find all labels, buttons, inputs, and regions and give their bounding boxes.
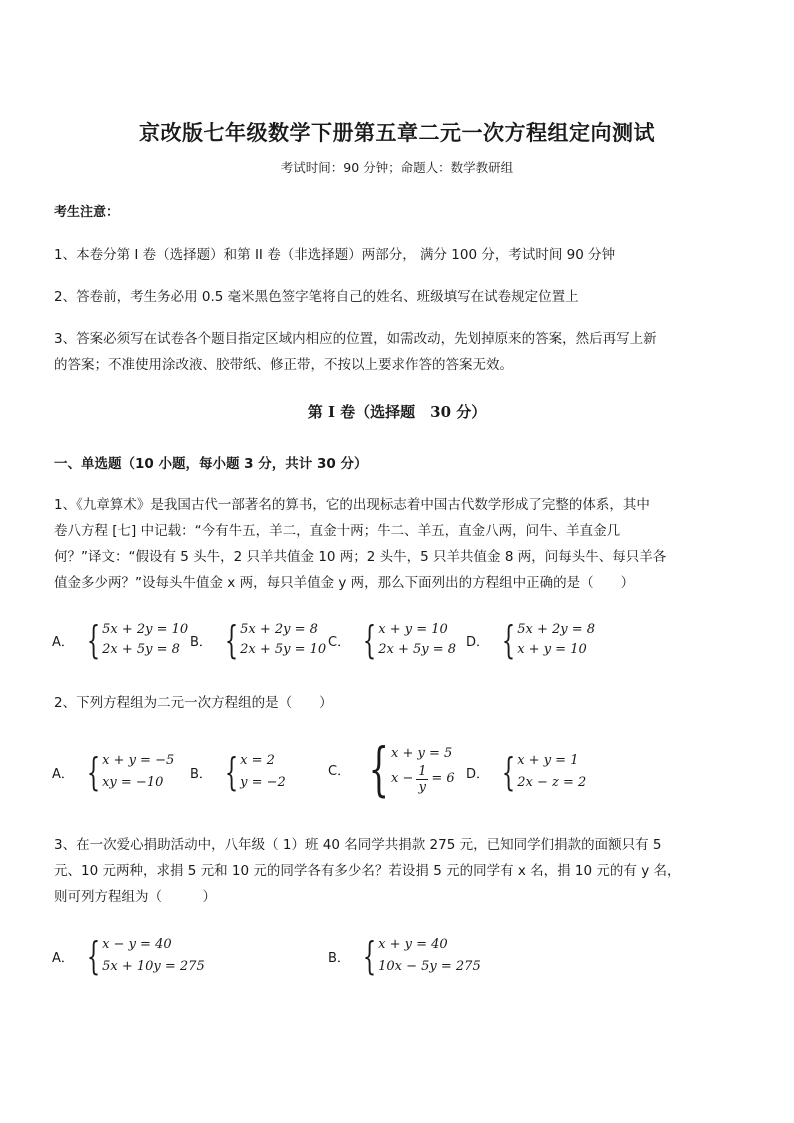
q1-stem-line-2: 卷八方程 [七] 中记载：“今有牛五，羊二，直金十两；牛二、羊五，直金八两，问牛、羊直金几	[54, 523, 621, 539]
q2-stem: 2、下列方程组为二元一次方程组的是（ ）	[54, 695, 333, 711]
equation-system	[352, 735, 455, 803]
option-label: A．	[52, 766, 74, 782]
notice-heading: 考生注意：	[54, 205, 120, 220]
equation: x + y = 40	[378, 937, 448, 952]
equation: x + y = 10	[517, 642, 587, 657]
q3-option-b[interactable]	[328, 934, 481, 978]
q1-option-c[interactable]	[328, 620, 456, 660]
equation: y = −2	[240, 775, 286, 790]
equation: x + y = −5	[102, 753, 175, 768]
notice-item-2: 2、答卷前，考生务必用 0.5 毫米黑色签字笔将自己的姓名、班级填写在试卷规定位置上	[54, 289, 579, 305]
option-label: C．	[328, 763, 351, 779]
brace-icon: {	[501, 618, 516, 662]
equation: x + y = 10	[378, 622, 448, 637]
fraction-denominator: y	[418, 779, 427, 795]
option-label: B．	[190, 634, 212, 650]
equation-system	[352, 934, 481, 978]
brace-icon: {	[501, 750, 516, 794]
equation-with-fraction	[391, 764, 455, 795]
equation: 5x + 10y = 275	[102, 959, 205, 974]
equation-system	[76, 934, 205, 978]
option-label: A．	[52, 634, 74, 650]
q3-stem-line-3: 则可列方程组为（ ）	[54, 889, 216, 905]
q1-stem-line-1: 1、《九章算术》是我国古代一部著名的算书，它的出现标志着中国古代数学形成了完整的体系，其中	[54, 497, 650, 513]
equation-system	[214, 620, 326, 660]
brace-icon: {	[86, 618, 101, 662]
q1-stem-line-3: 何？”译文：“假设有 5 头牛，2 只羊共值金 10 两；2 头牛，5 只羊共值金 8 两，问每头牛、每只羊各	[54, 549, 667, 565]
section-subtitle: 一、单选题（10 小题，每小题 3 分，共计 30 分）	[54, 456, 368, 472]
q3-stem-line-1: 3、在一次爱心捐助活动中，八年级（ 1）班 40 名同学共捐款 275 元，已知同学们捐款的面额只有 5	[54, 837, 662, 853]
equation-system	[214, 750, 286, 794]
brace-icon: {	[362, 934, 377, 978]
equation-part: x −	[390, 771, 414, 786]
q2-option-d[interactable]	[466, 750, 586, 794]
equation-system	[76, 620, 188, 660]
equation: 10x − 5y = 275	[378, 959, 481, 974]
notice-item-3: 3、答案必须写在试卷各个题目指定区域内相应的位置，如需改动，先划掉原来的答案，然后再写上新	[54, 331, 657, 347]
option-label: C．	[328, 634, 351, 650]
equation: x + y = 1	[517, 753, 579, 768]
equation-part: = 6	[431, 771, 455, 786]
equation: x + y = 5	[390, 745, 453, 761]
notice-item-3-cont: 的答案；不准使用涂改液、胶带纸、修正带，不按以上要求作答的答案无效。	[54, 357, 513, 373]
brace-icon: {	[224, 618, 239, 662]
q2-option-a[interactable]	[52, 750, 174, 794]
equation: 2x + 5y = 8	[102, 642, 180, 657]
equation: xy = −10	[102, 775, 164, 790]
q1-stem-line-4: 值金多少两？”设每头牛值金 x 两，每只羊值金 y 两，那么下面列出的方程组中正确的是（ ）	[54, 575, 635, 591]
q1-option-d[interactable]	[466, 620, 595, 660]
fraction-numerator: 1	[418, 763, 427, 779]
option-label: D．	[466, 766, 490, 782]
q1-option-a[interactable]	[52, 620, 188, 660]
equation: 2x + 5y = 10	[240, 642, 327, 657]
q3-stem-line-2: 元、10 元两种，求捐 5 元和 10 元的同学各有多少名？若设捐 5 元的同学有 x 名，捐 10 元的有 y 名，	[54, 863, 681, 879]
equation: 5x + 2y = 10	[102, 622, 189, 637]
equation: 2x − z = 2	[517, 775, 587, 790]
option-label: B．	[190, 766, 212, 782]
equation-system	[491, 620, 595, 660]
option-label: D．	[466, 634, 490, 650]
option-label: A．	[52, 950, 74, 966]
document-title: 京改版七年级数学下册第五章二元一次方程组定向测试	[139, 120, 655, 145]
fraction	[416, 764, 428, 795]
equation: 5x + 2y = 8	[517, 622, 596, 637]
q2-option-c[interactable]	[328, 735, 455, 803]
equation: 2x + 5y = 8	[378, 642, 457, 657]
brace-icon: {	[362, 618, 377, 662]
q3-option-a[interactable]	[52, 934, 205, 978]
equation: x − y = 40	[102, 937, 172, 952]
q2-option-b[interactable]	[190, 750, 286, 794]
q1-option-b[interactable]	[190, 620, 326, 660]
equation-system	[491, 750, 586, 794]
equation-system	[352, 620, 456, 660]
brace-icon: {	[86, 750, 101, 794]
brace-icon: {	[86, 934, 101, 978]
brace-icon: {	[368, 735, 389, 803]
brace-icon: {	[224, 750, 239, 794]
equation-system	[76, 750, 174, 794]
exam-info: 考试时间：90 分钟；命题人：数学教研组	[280, 160, 514, 175]
equation: x = 2	[240, 753, 275, 768]
notice-item-1: 1、本卷分第 I 卷（选择题）和第 II 卷（非选择题）两部分， 满分 100 分，考试时间 90 分钟	[54, 247, 616, 263]
equation: 5x + 2y = 8	[240, 622, 318, 637]
section-title: 第 I 卷（选择题 30 分）	[307, 403, 487, 421]
option-label: B．	[328, 950, 350, 966]
